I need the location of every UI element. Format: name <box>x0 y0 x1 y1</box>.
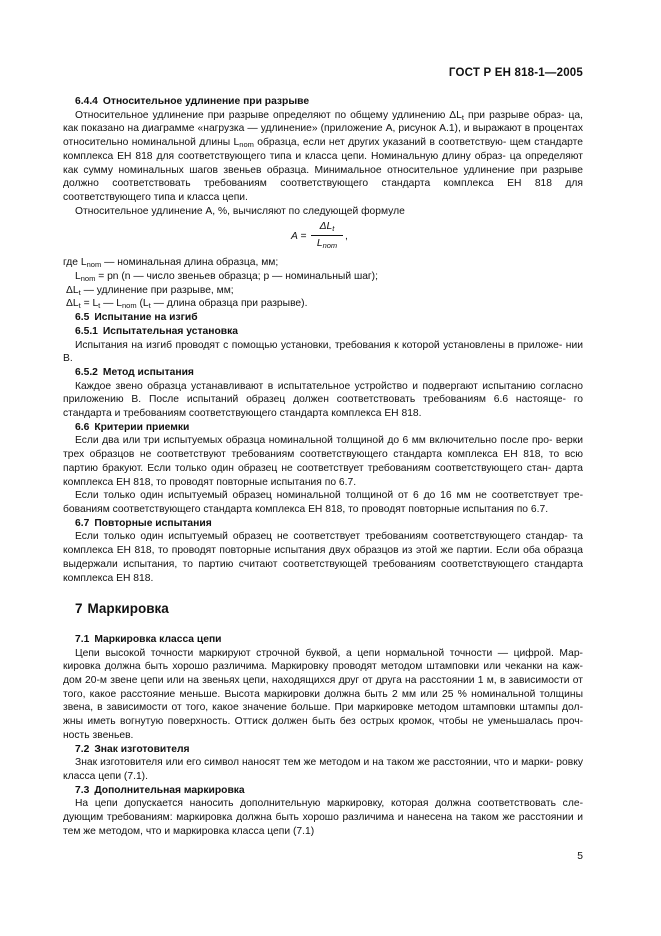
section-heading-7: 7 Маркировка <box>75 601 169 617</box>
paragraph-6-7: Если только один испытуемый образец не соответствует требованиям соответствующего стандар- та комплекса ЕН 818, то проводят повторные испытания двух образцов из этой же партии. Если оба образца выдержали испытания, то партию считают соответствующей требованиям соответствующего стандарта комплекса ЕН 818. <box>63 531 583 584</box>
paragraph-6-6-a: Если два или три испытуемых образца номинальной толщиной до 6 мм включительно после про- верки трех образцов не соответствуют требованиям соответствующего стандарта комплекса ЕН 818, то всю партию бракуют. Если только один образец не соответствует требованиям соответствующего стан- дарта комплекса ЕН 818, то проводят повторные испытания по 6.7. <box>63 435 583 488</box>
definition-lnom: где $L_{nom}$ — номинальная длина образца, мм; <box>63 257 279 270</box>
heading-6-4-4: 6.4.4 Относительное удлинение при разрыве <box>75 96 310 107</box>
heading-7-1: 7.1 Маркировка класса цепи <box>75 633 222 645</box>
paragraph-6-4-4-b: Относительное удлинение A, %, вычисляют по следующей формуле <box>75 205 405 217</box>
paragraph-7-3: На цепи допускается наносить дополнительную маркировку, которая должна соответствовать сле- дующим требованиям: маркировка должна быть хорошо различима и нанесена на таком же расстоянии и тем же методом, что и маркировка класса цепи (7.1) <box>63 798 583 837</box>
heading-6-5-1: 6.5.1 Испытательная установка <box>75 325 238 337</box>
paragraph-6-4-4-a: Относительное удлинение при разрыве определяют по общему удлинению $\Delta L_t$ при разрыве образ- ца, как показано на диаграмме «нагрузка — удлинение» (приложение А, рисунок А.1), и выражают в процентах относительно номинальной длины $L_{nom}$ образца, если нет других указаний в соответствую- щем стандарте комплекса ЕН 818 для соответствующего типа и класса цепи. Номинальную длину образ- ца определяют как сумму номинальных шагов звеньев образца. Минимальное относительное удлинение при разрыве должно соответствовать требованиям соответствующего стандарта комплекса ЕН 818 для соответствующего типа и класса цепи. <box>63 109 583 203</box>
definition-delta-lt-eq: $\Delta L_t = L_t$ — $L_{nom}$ ($L_t$ — длина образца при разрыве). <box>66 298 308 311</box>
heading-7-3: 7.3 Дополнительная маркировка <box>75 784 245 796</box>
definition-lnom-pn: $L_{nom}$ = pn (n — число звеньев образца; p — номинальный шаг); <box>75 271 378 284</box>
elongation-formula: A = $\Delta L_t$ $L_{nom}$ , <box>291 221 348 251</box>
paragraph-7-2: Знак изготовителя или его символ наносят тем же методом и на таком же расстоянии, что и марки- ровку класса цепи (7.1). <box>63 757 583 782</box>
heading-6-5-2: 6.5.2 Метод испытания <box>75 366 194 378</box>
page-number: 5 <box>577 851 583 862</box>
formula-fraction: $\Delta L_t$ $L_{nom}$ <box>311 220 343 250</box>
paragraph-7-1: Цепи высокой точности маркируют строчной буквой, а цепи нормальной точности — цифрой. Мар- кировка должна быть хорошо различима. Маркировку проводят методом штамповки или чеканки на каж- дом 20-м звене цепи или на звеньях цепи, находящихся друг от друга на расстоянии 1 м, в зависимости от того, какое расстояние меньше. Высота маркировки должна быть 2 мм или 25 % номинальной толщины звена, в зависимости от того, какое значение больше. При маркировке методом штамповки штампы дол- жны иметь вогнутую поверхность. Оттиск должен быть без острых кромок, чтобы не уменьшалась проч- ность звеньев. <box>63 647 583 741</box>
heading-6-5: 6.5 Испытание на изгиб <box>75 312 198 324</box>
heading-6-6: 6.6 Критерии приемки <box>75 421 190 433</box>
heading-7-2: 7.2 Знак изготовителя <box>75 743 190 755</box>
standard-header: ГОСТ Р ЕН 818-1—2005 <box>448 67 583 79</box>
definition-delta-lt: $\Delta L_t$ — удлинение при разрыве, мм; <box>66 284 234 297</box>
heading-6-7: 6.7 Повторные испытания <box>75 517 212 529</box>
paragraph-6-5-1: Испытания на изгиб проводят с помощью установки, требования к которой установлены в приложе- нии В. <box>63 339 583 365</box>
paragraph-6-5-2: Каждое звено образца устанавливают в испытательное устройство и подвергают испытанию согласно приложению В. После испытаний образец должен соответствовать требованиям 6.6 настояще- го стандарта и требованиям соответствующего стандарта комплекса ЕН 818. <box>63 380 583 420</box>
paragraph-6-6-b: Если только один испытуемый образец номинальной толщиной от 6 до 16 мм не соответствует тре- бованиям соответствующего стандарта комплекса ЕН 818, то проводят повторные испытания по 6.7. <box>63 490 583 515</box>
page-body <box>63 95 583 838</box>
formula-definitions <box>63 256 583 311</box>
